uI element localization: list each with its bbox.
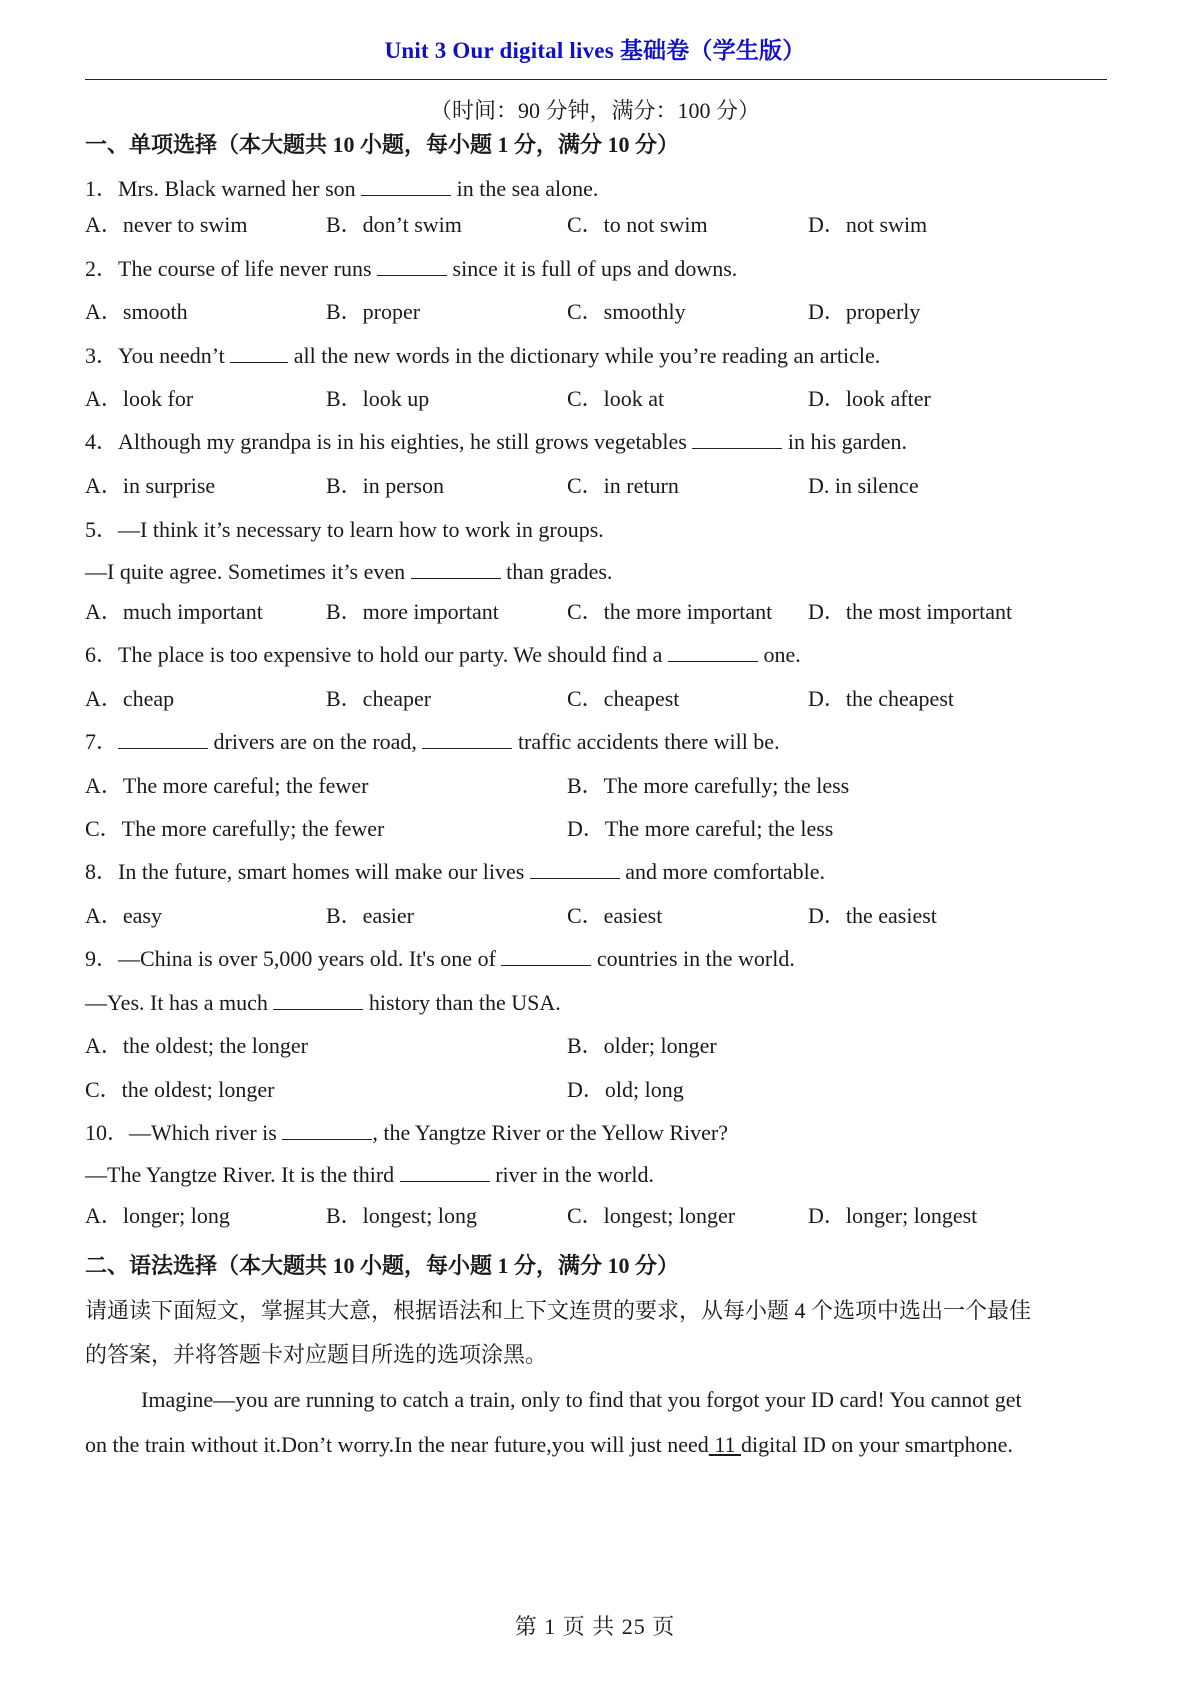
question-4-stem: 4．Although my grandpa is in his eighties, he still grows vegetables in his garden.: [85, 429, 908, 454]
question-4-option-b: B．in person: [326, 473, 444, 498]
question-3-option-a: A．look for: [85, 386, 194, 411]
question-10-stem: 10．—Which river is , the Yangtze River or the Yellow River?: [85, 1120, 728, 1145]
time-info: （时间：90 分钟，满分：100 分）: [429, 98, 760, 123]
question-2-option-a: A．smooth: [85, 299, 188, 324]
question-8-option-b: B．easier: [326, 903, 414, 928]
question-5-reply: —I quite agree. Sometimes it’s even than grades.: [85, 559, 613, 584]
question-6-option-d: D．the cheapest: [808, 686, 954, 711]
question-3-option-c: C．look at: [567, 386, 665, 411]
question-10-reply: —The Yangtze River. It is the third river in the world.: [85, 1162, 655, 1187]
question-7-option-b: B．The more carefully; the less: [567, 773, 850, 798]
question-9-option-b: B．older; longer: [567, 1033, 717, 1058]
question-9-option-c: C．the oldest; longer: [85, 1077, 275, 1102]
question-2-stem: 2．The course of life never runs since it is full of ups and downs.: [85, 256, 738, 281]
question-1-option-b: B．don’t swim: [326, 212, 462, 237]
question-4-option-a: A．in surprise: [85, 473, 216, 498]
answer-blank: [377, 255, 447, 276]
answer-blank: [422, 728, 512, 749]
answer-blank: [273, 989, 363, 1010]
question-7-option-a: A．The more careful; the fewer: [85, 773, 369, 798]
question-5-option-a: A．much important: [85, 599, 263, 624]
question-8-option-d: D．the easiest: [808, 903, 937, 928]
question-9-stem: 9．—China is over 5,000 years old. It's one of countries in the world.: [85, 946, 795, 971]
question-8-option-a: A．easy: [85, 903, 162, 928]
question-4-option-d: D. in silence: [808, 473, 919, 498]
question-1-option-c: C．to not swim: [567, 212, 708, 237]
question-3-option-d: D．look after: [808, 386, 931, 411]
question-7-option-c: C．The more carefully; the fewer: [85, 816, 385, 841]
question-2-option-b: B．proper: [326, 299, 421, 324]
answer-blank: [118, 728, 208, 749]
question-5-option-c: C．the more important: [567, 599, 773, 624]
question-6-option-c: C．cheapest: [567, 686, 680, 711]
question-5-option-b: B．more important: [326, 599, 499, 624]
question-6-stem: 6．The place is too expensive to hold our party. We should find a one.: [85, 642, 801, 667]
answer-blank: [361, 175, 451, 196]
question-6-option-b: B．cheaper: [326, 686, 432, 711]
answer-blank: [692, 428, 782, 449]
question-1-option-a: A．never to swim: [85, 212, 248, 237]
question-5-option-d: D．the most important: [808, 599, 1013, 624]
question-9-reply: —Yes. It has a much history than the USA.: [85, 990, 561, 1015]
question-3-option-b: B．look up: [326, 386, 430, 411]
question-10-option-c: C．longest; longer: [567, 1203, 736, 1228]
passage-line-1: Imagine—you are running to catch a train, only to find that you forgot your ID card! You cannot get: [141, 1387, 1022, 1412]
question-8-option-c: C．easiest: [567, 903, 663, 928]
question-4-option-c: C．in return: [567, 473, 679, 498]
document-title: Unit 3 Our digital lives 基础卷（学生版）: [384, 38, 806, 63]
passage-blank-11: 11: [714, 1432, 736, 1457]
section2-instruction-line2: 的答案，并将答题卡对应题目所选的选项涂黑。: [85, 1342, 548, 1367]
question-10-option-a: A．longer; long: [85, 1203, 230, 1228]
section2-heading: 二、语法选择（本大题共 10 小题，每小题 1 分，满分 10 分）: [85, 1253, 680, 1278]
question-7-stem: 7． drivers are on the road, traffic accidents there will be.: [85, 729, 780, 754]
section2-instruction-line1: 请通读下面短文，掌握其大意，根据语法和上下文连贯的要求，从每小题 4 个选项中选出一个最佳: [85, 1298, 1032, 1323]
header-divider: [85, 79, 1107, 80]
answer-blank: [400, 1161, 490, 1182]
answer-blank: [530, 858, 620, 879]
question-3-stem: 3．You needn’t all the new words in the dictionary while you’re reading an article.: [85, 343, 881, 368]
question-10-option-d: D．longer; longest: [808, 1203, 978, 1228]
question-9-option-a: A．the oldest; the longer: [85, 1033, 309, 1058]
page-number: 第 1 页 共 25 页: [514, 1614, 676, 1639]
question-7-option-d: D．The more careful; the less: [567, 816, 834, 841]
question-10-option-b: B．longest; long: [326, 1203, 477, 1228]
answer-blank: [230, 342, 288, 363]
section1-heading: 一、单项选择（本大题共 10 小题，每小题 1 分，满分 10 分）: [85, 132, 680, 157]
question-9-option-d: D．old; long: [567, 1077, 684, 1102]
question-8-stem: 8．In the future, smart homes will make our lives and more comfortable.: [85, 859, 826, 884]
question-6-option-a: A．cheap: [85, 686, 175, 711]
question-2-option-d: D．properly: [808, 299, 921, 324]
answer-blank: [668, 641, 758, 662]
question-1-stem: 1．Mrs. Black warned her son in the sea alone.: [85, 176, 599, 201]
answer-blank: [282, 1119, 372, 1140]
answer-blank: [501, 945, 591, 966]
answer-blank: [411, 558, 501, 579]
question-5-stem: 5．—I think it’s necessary to learn how to work in groups.: [85, 517, 604, 542]
question-2-option-c: C．smoothly: [567, 299, 686, 324]
question-1-option-d: D．not swim: [808, 212, 928, 237]
passage-line-2: on the train without it.Don’t worry.In the near future,you will just need 11 digital ID on your smartphone.: [85, 1432, 1013, 1457]
